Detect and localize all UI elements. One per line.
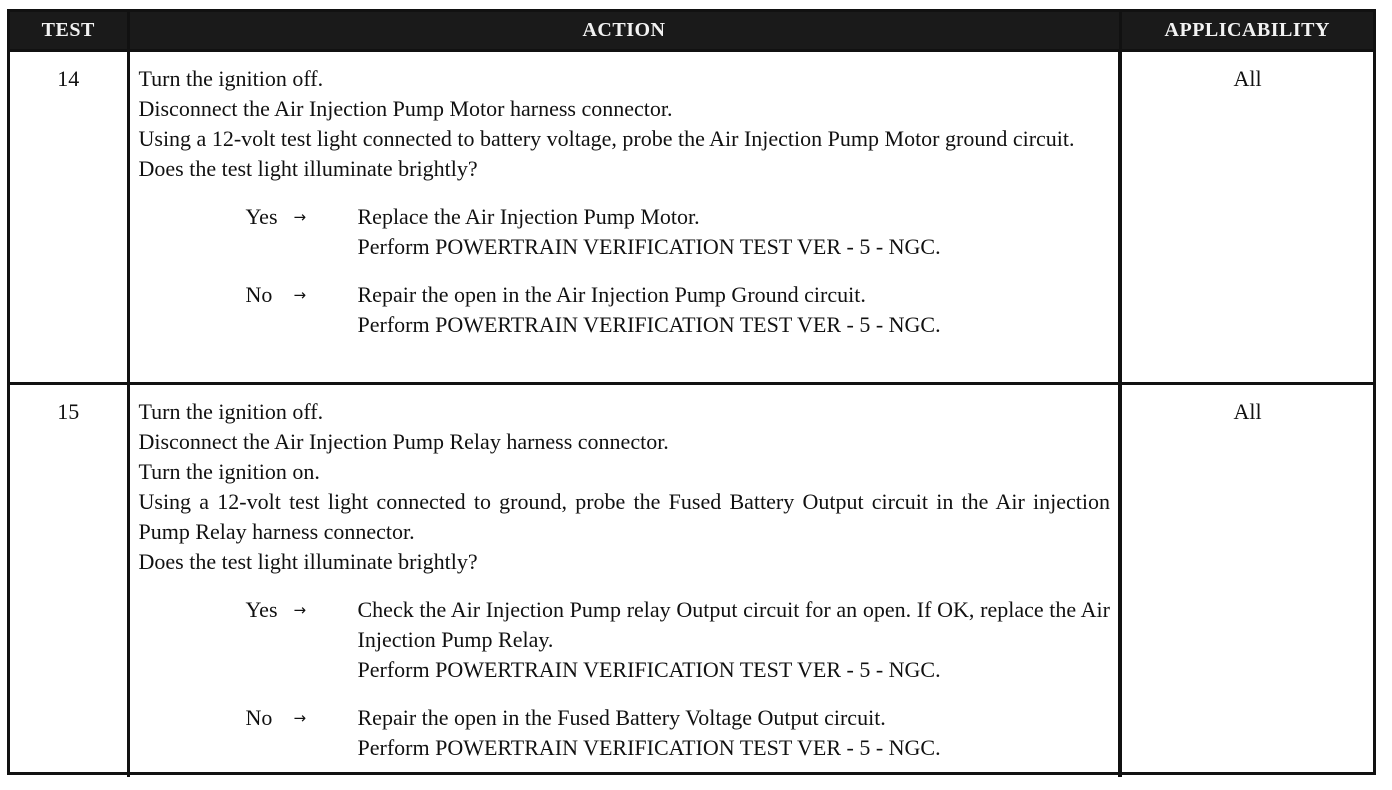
- test-number: 14: [10, 51, 128, 384]
- result-line: Perform POWERTRAIN VERIFICATION TEST VER - 5 - NGC.: [357, 312, 941, 337]
- table-row-test-14: [10, 51, 1373, 384]
- action-step: Disconnect the Air Injection Pump Motor harness connector.: [138, 96, 673, 121]
- applicability-value: All: [1120, 51, 1373, 384]
- result-text: [358, 280, 1111, 340]
- action-step: Turn the ignition off.: [138, 399, 324, 424]
- result-no: [139, 703, 1111, 763]
- result-line: Repair the open in the Fused Battery Voltage Output circuit.: [357, 705, 886, 730]
- action-question: Does the test light illuminate brightly?: [138, 549, 478, 574]
- action-step: Turn the ignition off.: [138, 66, 324, 91]
- answer-label: No: [245, 282, 273, 307]
- result-line: Perform POWERTRAIN VERIFICATION TEST VER - 5 - NGC.: [357, 234, 941, 259]
- answer-label: Yes: [245, 597, 278, 622]
- result-text: [358, 595, 1111, 685]
- result-line: Check the Air Injection Pump relay Output circuit for an open. If OK, replace the Air Injection Pump Relay.: [357, 597, 1110, 652]
- action-question: Does the test light illuminate brightly?: [138, 156, 478, 181]
- result-line: Repair the open in the Air Injection Pump Ground circuit.: [357, 282, 866, 307]
- result-line: Replace the Air Injection Pump Motor.: [357, 204, 700, 229]
- result-yes: [139, 595, 1111, 685]
- result-line: Perform POWERTRAIN VERIFICATION TEST VER - 5 - NGC.: [357, 657, 941, 682]
- right-arrow-icon: →: [293, 286, 307, 304]
- diagnostic-test-table-frame: [7, 9, 1376, 775]
- test-number: 15: [10, 384, 128, 777]
- action-step: Disconnect the Air Injection Pump Relay harness connector.: [138, 429, 669, 454]
- table-header-row: [10, 12, 1373, 51]
- header-action: ACTION: [128, 12, 1120, 51]
- diagnostic-test-table: [10, 12, 1373, 777]
- action-cell: [128, 384, 1120, 777]
- right-arrow-icon: →: [293, 709, 307, 727]
- result-text: [358, 703, 1111, 763]
- applicability-value: All: [1120, 384, 1373, 777]
- header-applicability: APPLICABILITY: [1120, 12, 1373, 51]
- result-yes: [139, 202, 1111, 262]
- answer-label: No: [245, 705, 273, 730]
- action-step: Using a 12-volt test light connected to ground, probe the Fused Battery Output circuit in the Air injection Pump Relay harness connector.: [138, 489, 1110, 544]
- answer-label: Yes: [245, 204, 278, 229]
- right-arrow-icon: →: [293, 208, 307, 226]
- result-no: [139, 280, 1111, 340]
- right-arrow-icon: →: [293, 601, 307, 619]
- table-row-test-15: [10, 384, 1373, 777]
- result-line: Perform POWERTRAIN VERIFICATION TEST VER - 5 - NGC.: [357, 735, 941, 760]
- result-text: [358, 202, 1111, 262]
- action-step: Turn the ignition on.: [138, 459, 320, 484]
- action-step: Using a 12-volt test light connected to battery voltage, probe the Air Injection Pump Motor ground circuit.: [138, 126, 1075, 151]
- header-test: TEST: [10, 12, 128, 51]
- action-cell: [128, 51, 1120, 384]
